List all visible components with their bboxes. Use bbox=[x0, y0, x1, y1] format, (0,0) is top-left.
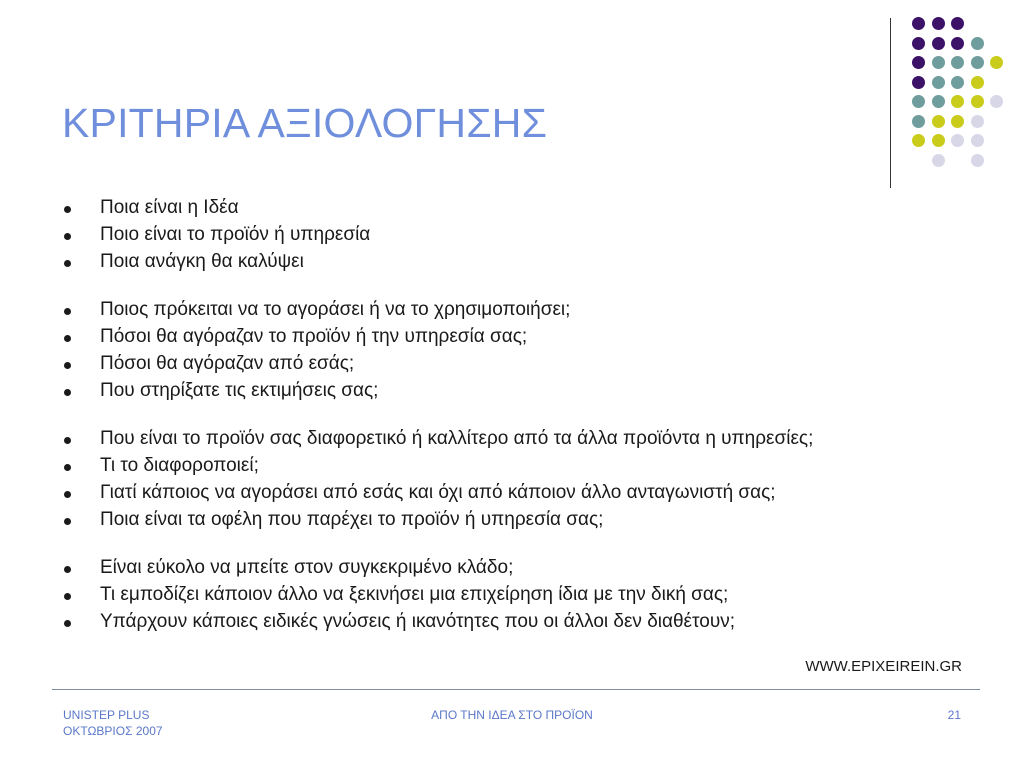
bullet-item bbox=[64, 427, 813, 454]
decorative-dot bbox=[912, 134, 925, 147]
bullet-item bbox=[64, 352, 813, 379]
decorative-dot bbox=[971, 56, 984, 69]
bullet-text: Που είναι το προϊόν σας διαφορετικό ή καλλίτερο από τα άλλα προϊόντα η υπηρεσίες; bbox=[100, 428, 814, 449]
decorative-dot bbox=[932, 76, 945, 89]
decorative-dot bbox=[932, 115, 945, 128]
website-link[interactable]: WWW.EPIXEIREIN.GR bbox=[805, 658, 962, 675]
decorative-dot bbox=[971, 115, 984, 128]
decorative-dot bbox=[971, 154, 984, 167]
bullet-dot-icon bbox=[64, 437, 71, 444]
decorative-dot bbox=[912, 115, 925, 128]
bullet-dot-icon bbox=[64, 308, 71, 315]
decorative-dot bbox=[932, 95, 945, 108]
bullet-dot-icon bbox=[64, 593, 71, 600]
bullet-item bbox=[64, 379, 813, 406]
decorative-dot bbox=[932, 134, 945, 147]
bullet-text: Που στηρίξατε τις εκτιμήσεις σας; bbox=[100, 380, 379, 401]
bullet-text: Πόσοι θα αγόραζαν το προϊόν ή την υπηρεσία σας; bbox=[100, 326, 528, 347]
bullet-text: Ποια είναι η Ιδέα bbox=[100, 197, 239, 218]
decorative-dot bbox=[932, 154, 945, 167]
bullet-item bbox=[64, 298, 813, 325]
bullet-text: Ποιος πρόκειται να το αγοράσει ή να το χρησιμοποιήσει; bbox=[100, 299, 571, 320]
decorative-dot bbox=[990, 56, 1003, 69]
bullet-item bbox=[64, 610, 813, 637]
bullet-item bbox=[64, 556, 813, 583]
bullet-text: Ποιο είναι το προϊόν ή υπηρεσία bbox=[100, 224, 371, 245]
vertical-divider bbox=[890, 18, 891, 188]
decorative-dot bbox=[932, 17, 945, 30]
decorative-dot bbox=[912, 37, 925, 50]
decorative-dot bbox=[951, 56, 964, 69]
decorative-dot bbox=[951, 115, 964, 128]
bullet-text: Ποια είναι τα οφέλη που παρέχει το προϊόν ή υπηρεσία σας; bbox=[100, 509, 604, 530]
decorative-dot bbox=[951, 17, 964, 30]
decorative-dot bbox=[951, 76, 964, 89]
bullet-item bbox=[64, 250, 813, 277]
bullet-dot-icon bbox=[64, 566, 71, 573]
bullet-text: Πόσοι θα αγόραζαν από εσάς; bbox=[100, 353, 355, 374]
footer-divider bbox=[52, 689, 980, 690]
footer-org: UNISTEP PLUS bbox=[63, 708, 150, 722]
bullet-dot-icon bbox=[64, 260, 71, 267]
bullet-text: Γιατί κάποιος να αγοράσει από εσάς και όχι από κάποιον άλλο ανταγωνιστή σας; bbox=[100, 482, 776, 503]
bullet-item bbox=[64, 454, 813, 481]
bullet-item bbox=[64, 196, 813, 223]
decorative-dot bbox=[951, 37, 964, 50]
decorative-dot bbox=[990, 95, 1003, 108]
footer-center-title: ΑΠΟ ΤΗΝ ΙΔΕΑ ΣΤΟ ΠΡΟΪΟΝ bbox=[431, 708, 593, 722]
decorative-dot bbox=[951, 95, 964, 108]
bullet-item bbox=[64, 325, 813, 352]
decorative-dot bbox=[912, 17, 925, 30]
decorative-dot bbox=[912, 56, 925, 69]
bullet-dot-icon bbox=[64, 464, 71, 471]
bullet-dot-icon bbox=[64, 518, 71, 525]
bullet-dot-icon bbox=[64, 233, 71, 240]
decorative-dot bbox=[971, 95, 984, 108]
bullet-text: Ποια ανάγκη θα καλύψει bbox=[100, 251, 304, 272]
bullet-item bbox=[64, 223, 813, 250]
decorative-dot bbox=[951, 134, 964, 147]
bullet-list bbox=[64, 196, 813, 637]
bullet-text: Τι εμποδίζει κάποιον άλλο να ξεκινήσει μια επιχείρηση ίδια με την δική σας; bbox=[100, 584, 729, 605]
bullet-dot-icon bbox=[64, 620, 71, 627]
bullet-item bbox=[64, 508, 813, 535]
bullet-dot-icon bbox=[64, 206, 71, 213]
decorative-dot bbox=[932, 37, 945, 50]
decorative-dot bbox=[971, 37, 984, 50]
decorative-dot bbox=[971, 76, 984, 89]
bullet-text: Υπάρχουν κάποιες ειδικές γνώσεις ή ικανότητες που οι άλλοι δεν διαθέτουν; bbox=[100, 611, 735, 632]
page-number: 21 bbox=[947, 708, 961, 722]
bullet-text: Τι το διαφοροποιεί; bbox=[100, 455, 259, 476]
bullet-item bbox=[64, 481, 813, 508]
bullet-dot-icon bbox=[64, 491, 71, 498]
footer-date: ΟΚΤΩΒΡΙΟΣ 2007 bbox=[63, 724, 163, 738]
slide-title: ΚΡΙΤΗΡΙΑ ΑΞΙΟΛΟΓΗΣΗΣ bbox=[62, 100, 548, 146]
decorative-dot bbox=[971, 134, 984, 147]
decorative-dot bbox=[912, 95, 925, 108]
bullet-item bbox=[64, 583, 813, 610]
decorative-dot bbox=[932, 56, 945, 69]
bullet-dot-icon bbox=[64, 335, 71, 342]
bullet-dot-icon bbox=[64, 389, 71, 396]
decorative-dot bbox=[912, 76, 925, 89]
bullet-text: Είναι εύκολο να μπείτε στον συγκεκριμένο κλάδο; bbox=[100, 557, 514, 578]
bullet-dot-icon bbox=[64, 362, 71, 369]
